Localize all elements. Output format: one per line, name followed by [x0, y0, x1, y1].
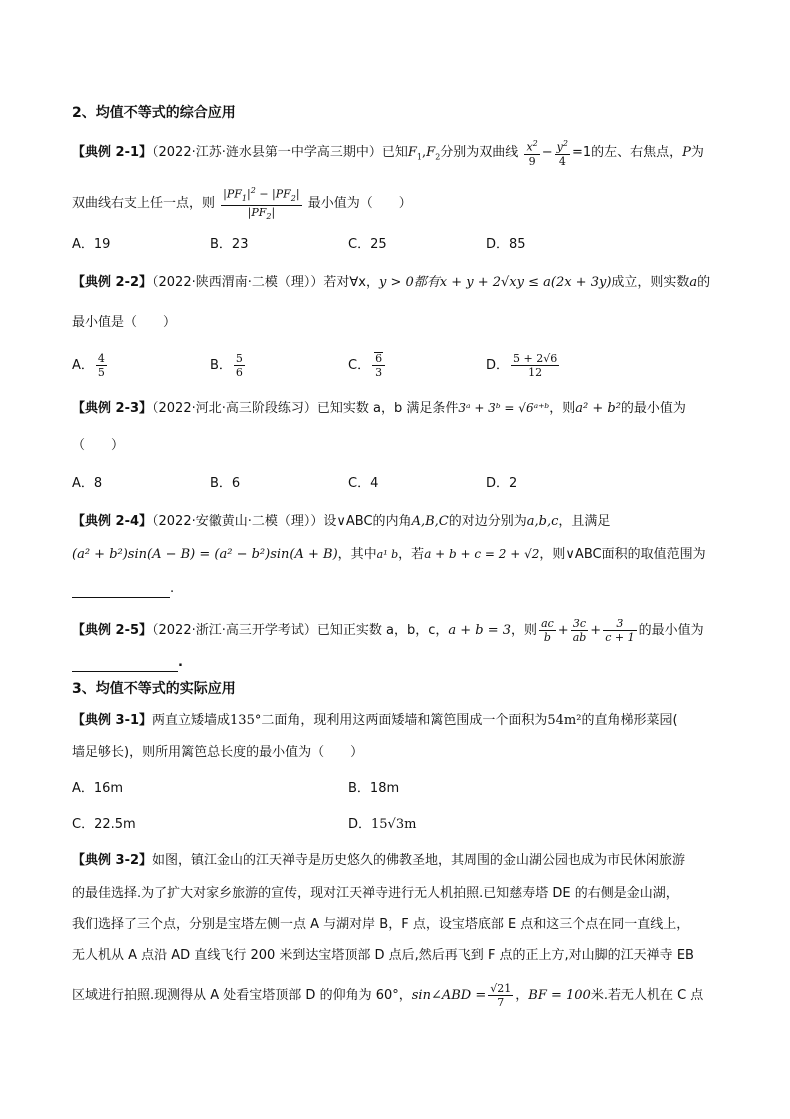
- math-area: 54m²: [547, 713, 582, 728]
- text: 的最小值为: [620, 401, 686, 416]
- example-3-2-tag: 【典例 3-2】: [72, 853, 153, 868]
- example-2-2-option-b: [210, 352, 247, 379]
- math: 9: [528, 154, 536, 168]
- example-2-1-option-c: C．25: [348, 237, 387, 252]
- section-3-title: 3、均值不等式的实际应用: [72, 681, 236, 697]
- example-2-1-source: （2022·江苏·涟水县第一中学高三期中）: [152, 144, 382, 160]
- math: 5: [235, 352, 243, 365]
- example-3-2-line-5: [72, 982, 703, 1009]
- math-expression: a² + b²: [575, 401, 621, 416]
- text: ，若: [398, 547, 425, 562]
- example-3-1-option-b: B．18m: [348, 781, 400, 796]
- text: 的直角梯形菜园(: [581, 713, 678, 728]
- text: 的最小值为: [638, 623, 704, 638]
- example-2-5-answer-blank: [72, 654, 183, 672]
- math-condition: a¹ b: [376, 548, 399, 561]
- math-sides: a,b,c: [526, 514, 559, 529]
- section-2-title: 2、均值不等式的综合应用: [72, 105, 236, 121]
- math: ac: [541, 617, 554, 630]
- answer-blank: [72, 581, 170, 598]
- example-2-1-option-d: D．85: [486, 237, 526, 252]
- example-2-2-option-a: [72, 352, 109, 379]
- example-3-1-line-2: 墙足够长)，则所用篱笆总长度的最小值为（ ）: [72, 745, 364, 760]
- example-2-5-source: （2022·浙江·高三开学考试）: [152, 623, 317, 638]
- math-angle: 135°: [230, 713, 262, 728]
- text: ，其中: [337, 547, 377, 562]
- example-2-3-answer-paren: （ ）: [72, 438, 125, 453]
- example-2-4-answer-blank: [72, 580, 174, 598]
- text: 设∨ABC的内角: [323, 514, 412, 529]
- math: b: [543, 631, 551, 644]
- example-2-2-tag: 【典例 2-2】: [72, 275, 153, 290]
- example-3-2-line-3: 我们选择了三个点，分别是宝塔左侧一点 A 与湖对岸 B，F 点，设宝塔底部 E 点和这三个点在同一直线上，: [72, 917, 690, 932]
- math: ab: [572, 631, 587, 644]
- example-2-2-source: （2022·陕西渭南·二模（理））: [152, 275, 324, 290]
- math: 5 + 2√6: [513, 352, 558, 365]
- option-label: C．: [348, 358, 371, 373]
- example-2-3-line-1: [72, 399, 686, 418]
- math-equation: (a² + b²)sin(A − B) = (a² − b²)sin(A + B): [72, 547, 338, 562]
- fraction-y2-4: $\frac{y^2}{4}$: [556, 139, 568, 168]
- math-bf: BF = 100: [528, 988, 591, 1003]
- text: 已知实数 a，b 满足条件: [316, 401, 459, 416]
- math: 12: [528, 366, 543, 379]
- example-2-3-option-d: D．2: [486, 476, 518, 491]
- math-condition: 3ᵃ + 3ᵇ = √6ᵃ⁺ᵇ: [458, 401, 550, 415]
- math: 6: [235, 366, 243, 379]
- math: 3: [603, 617, 636, 631]
- example-3-1-tag: 【典例 3-1】: [72, 713, 153, 728]
- text: ，且满足: [558, 514, 611, 529]
- example-2-3-option-a: A．8: [72, 476, 103, 491]
- math: 15√3m: [371, 817, 417, 832]
- math: 6: [375, 352, 383, 365]
- example-2-4-tag: 【典例 2-4】: [72, 514, 153, 529]
- math: 7: [497, 996, 505, 1009]
- example-2-3-tag: 【典例 2-3】: [72, 401, 153, 416]
- example-3-2-line-4: 无人机从 A 点沿 AD 直线飞行 200 米到达宝塔顶部 D 点后,然后再飞到 F 点的正上方,对山脚的江天禅寺 EB: [72, 948, 694, 963]
- example-2-2-line-2: 最小值是（ ）: [72, 315, 177, 330]
- text: 最小值为（ ）: [307, 196, 412, 212]
- text: 已知: [381, 144, 408, 160]
- math: 4: [558, 154, 566, 168]
- option-label: D．: [486, 358, 510, 373]
- example-3-1-option-c: C．22.5m: [72, 817, 136, 832]
- math: 3: [375, 366, 383, 379]
- text: 如图，镇江金山的江天禅寺是历史悠久的佛教圣地，其周围的金山湖公园也成为市民休闲旅游: [152, 853, 686, 868]
- fraction-x2-9: $\frac{x^2}{9}$: [526, 139, 538, 168]
- option-label: D．: [348, 817, 372, 832]
- example-3-1-line-1: [72, 712, 678, 730]
- text: =1的左、右焦点，: [571, 144, 683, 160]
- text: 若对∀x，: [323, 275, 379, 290]
- text: 的对边分别为: [448, 514, 527, 529]
- text: ，则∨ABC面积的取值范围为: [539, 547, 706, 562]
- math-f1: F: [407, 144, 417, 160]
- example-2-4-source: （2022·安徽黄山·二模（理））: [152, 514, 324, 529]
- text: .: [178, 655, 183, 670]
- math: √21: [490, 982, 512, 995]
- math-sin: sin∠ABD =: [411, 988, 487, 1003]
- text: .: [170, 581, 175, 596]
- math-f2: F: [426, 144, 436, 160]
- text: 成立，则实数: [611, 275, 690, 290]
- example-2-5-line-1: 【典例 2-5】（2022·浙江·高三开学考试）已知正实数 a，b，c，a + b = 3，则 $\frac{ac}{b}$ + $\frac{3c}{ab}$ + $\frac{3}{c + 1}$ 的最小值为: [72, 617, 704, 644]
- math: 3c: [571, 617, 589, 631]
- example-2-1-option-b: B．23: [210, 237, 249, 252]
- example-2-4-line-1: [72, 513, 610, 531]
- example-2-4-line-2: [72, 545, 706, 564]
- math: c + 1: [605, 631, 635, 644]
- text: 为: [690, 144, 704, 160]
- math-angles: A,B,C: [411, 514, 449, 529]
- text: 已知正实数 a，b，c，: [316, 623, 449, 638]
- option-label: B．: [210, 358, 232, 373]
- text: ，: [515, 988, 529, 1003]
- example-3-2-line-2: 的最佳选择.为了扩大对家乡旅游的宣传，现对江天禅寺进行无人机拍照.已知慈寿塔 DE 的右侧是金山湖，: [72, 886, 679, 901]
- text: ，则: [511, 623, 538, 638]
- math-condition: a + b = 3: [448, 623, 512, 638]
- math-sum: a + b + c = 2 + √2: [424, 547, 540, 561]
- example-2-1-tag: 【典例 2-1】: [72, 144, 153, 160]
- fraction-pf-expression: $\frac{|PF_1|^2 - |PF_2|}{|PF_2|}$: [223, 186, 300, 222]
- math: y: [556, 140, 563, 154]
- example-2-1-option-a: A．19: [72, 237, 111, 252]
- option-label: A．: [72, 358, 94, 373]
- math-a: a: [689, 275, 698, 290]
- math: x: [526, 140, 533, 154]
- text: 分别为双曲线: [440, 144, 519, 160]
- math-p: P: [682, 144, 691, 160]
- answer-blank: [72, 655, 178, 672]
- text: 米.若无人机在 C 点: [590, 988, 704, 1003]
- text: 的: [697, 275, 711, 290]
- text: ，则: [549, 401, 576, 416]
- example-2-3-option-b: B．6: [210, 476, 241, 491]
- example-2-5-tag: 【典例 2-5】: [72, 623, 153, 638]
- example-2-3-option-c: C．4: [348, 476, 379, 491]
- text: 双曲线右支上任一点，则: [72, 196, 216, 212]
- text: 两直立矮墙成: [152, 713, 231, 728]
- text: 区域进行拍照.现测得从 A 处看宝塔顶部 D 的仰角为 60°，: [72, 988, 412, 1003]
- example-3-2-line-1: [72, 852, 685, 870]
- text: 二面角，现利用这两面矮墙和篱笆围成一个面积为: [261, 713, 548, 728]
- example-2-1-line-1: 【典例 2-1】（2022·江苏·涟水县第一中学高三期中）已知$F_1,F_2$分别为双曲线 $\frac{x^2}{9}$ − $\frac{y^2}{4}$ =1的左、右焦点，P为: [72, 139, 704, 168]
- math: 4: [97, 352, 105, 365]
- example-2-2-line-1: [72, 274, 710, 292]
- example-2-1-line-2: [72, 184, 412, 223]
- math-inequality: y > 0都有x + y + 2√xy ≤ a(2x + 3y): [378, 275, 612, 290]
- example-2-3-source: （2022·河北·高三阶段练习）: [152, 401, 317, 416]
- example-2-2-option-d: [486, 352, 561, 379]
- example-3-1-option-a: A．16m: [72, 781, 124, 796]
- example-3-1-option-d: [348, 816, 416, 834]
- example-2-2-option-c: [348, 352, 387, 379]
- math: 5: [97, 366, 105, 379]
